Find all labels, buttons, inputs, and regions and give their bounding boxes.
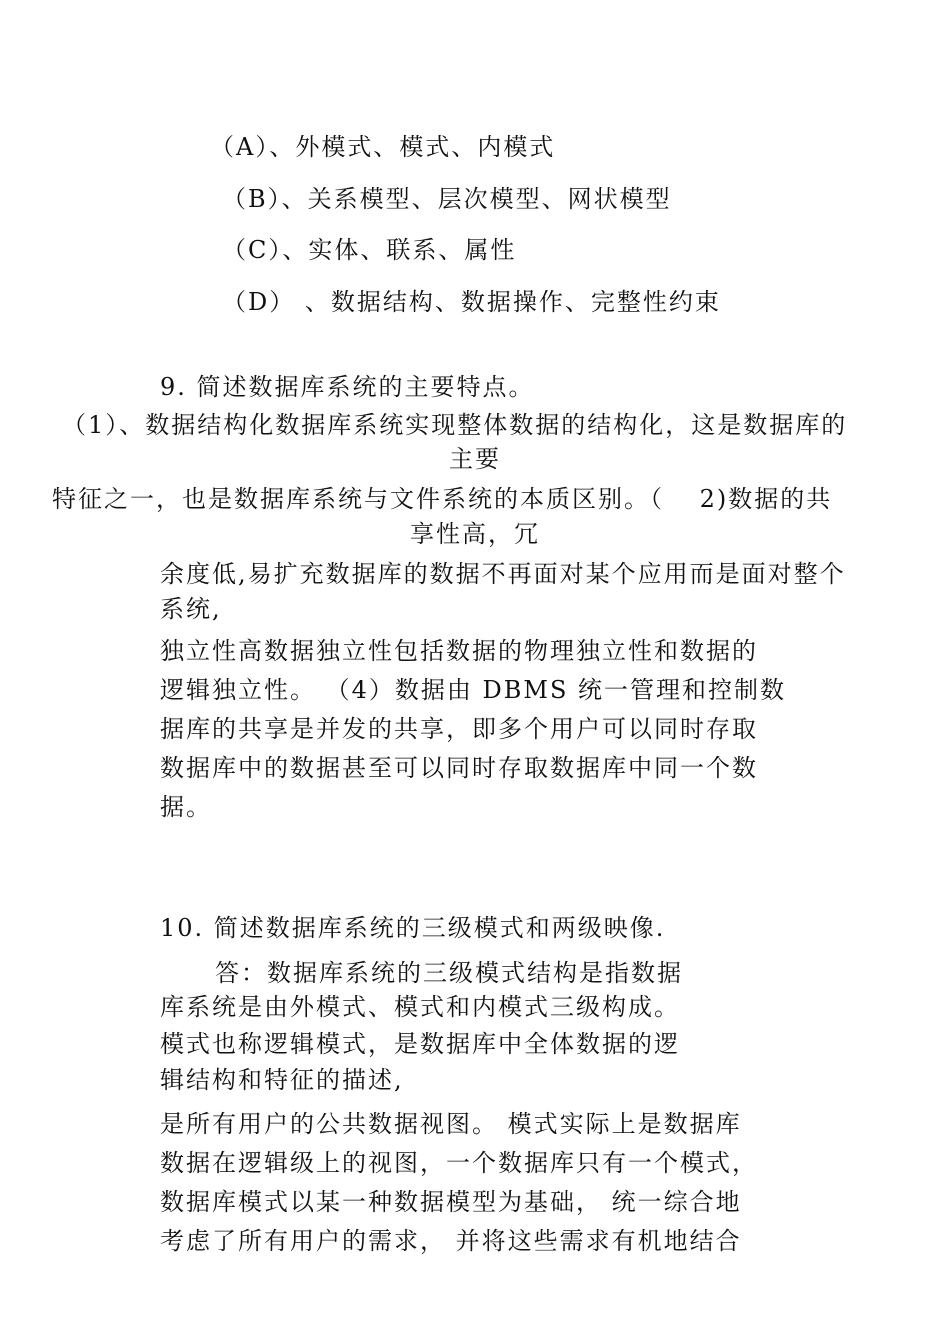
question-10-line: 数据库模式以某一种数据模型为基础， 统一综合地 (160, 1188, 742, 1216)
question-10-title: 10. 简述数据库系统的三级模式和两级映像. (160, 914, 666, 942)
option-d: （D） 、数据结构、数据操作、完整性约束 (222, 288, 721, 316)
question-9-line: 系统, (160, 595, 222, 623)
question-10-line: 库系统是由外模式、模式和内模式三级构成。 (160, 993, 680, 1021)
question-10-line: 辑结构和特征的描述, (160, 1066, 404, 1094)
question-10-line: 是所有用户的公共数据视图。 模式实际上是数据库 (160, 1110, 742, 1138)
question-9-line: 余度低,易扩充数据库的数据不再面对某个应用而是面对整个 (160, 560, 846, 588)
question-10-line: 答：数据库系统的三级模式结构是指数据 (215, 959, 683, 987)
question-9-line: （1）、数据结构化数据库系统实现整体数据的结构化，这是数据库的 (62, 411, 848, 439)
question-9-line: 据。 (160, 793, 212, 821)
option-b: （B）、关系模型、层次模型、网状模型 (222, 185, 672, 213)
question-9-line: 主要 (449, 445, 501, 473)
question-9-title: 9. 简述数据库系统的主要特点。 (160, 373, 535, 401)
question-9-line: 数据库中的数据甚至可以同时存取数据库中同一个数 (160, 754, 758, 782)
option-c: （C）、实体、联系、属性 (222, 236, 517, 264)
question-9-line: 独立性高数据独立性包括数据的物理独立性和数据的 (160, 637, 758, 665)
question-10-line: 数据在逻辑级上的视图，一个数据库只有一个模式， (160, 1149, 758, 1177)
question-9-line: 特征之一，也是数据库系统与文件系统的本质区别。（ 2)数据的共 (52, 485, 833, 513)
option-a: （A）、外模式、模式、内模式 (210, 133, 556, 161)
question-10-line: 考虑了所有用户的需求， 并将这些需求有机地结合 (160, 1227, 742, 1255)
question-9-line: 据库的共享是并发的共享，即多个用户可以同时存取 (160, 715, 758, 743)
question-10-line: 模式也称逻辑模式，是数据库中全体数据的逻 (160, 1030, 680, 1058)
question-9-line: 逻辑独立性。 （4）数据由 DBMS 统一管理和控制数 (160, 676, 787, 704)
question-9-line: 享性高，冗 (410, 520, 540, 548)
